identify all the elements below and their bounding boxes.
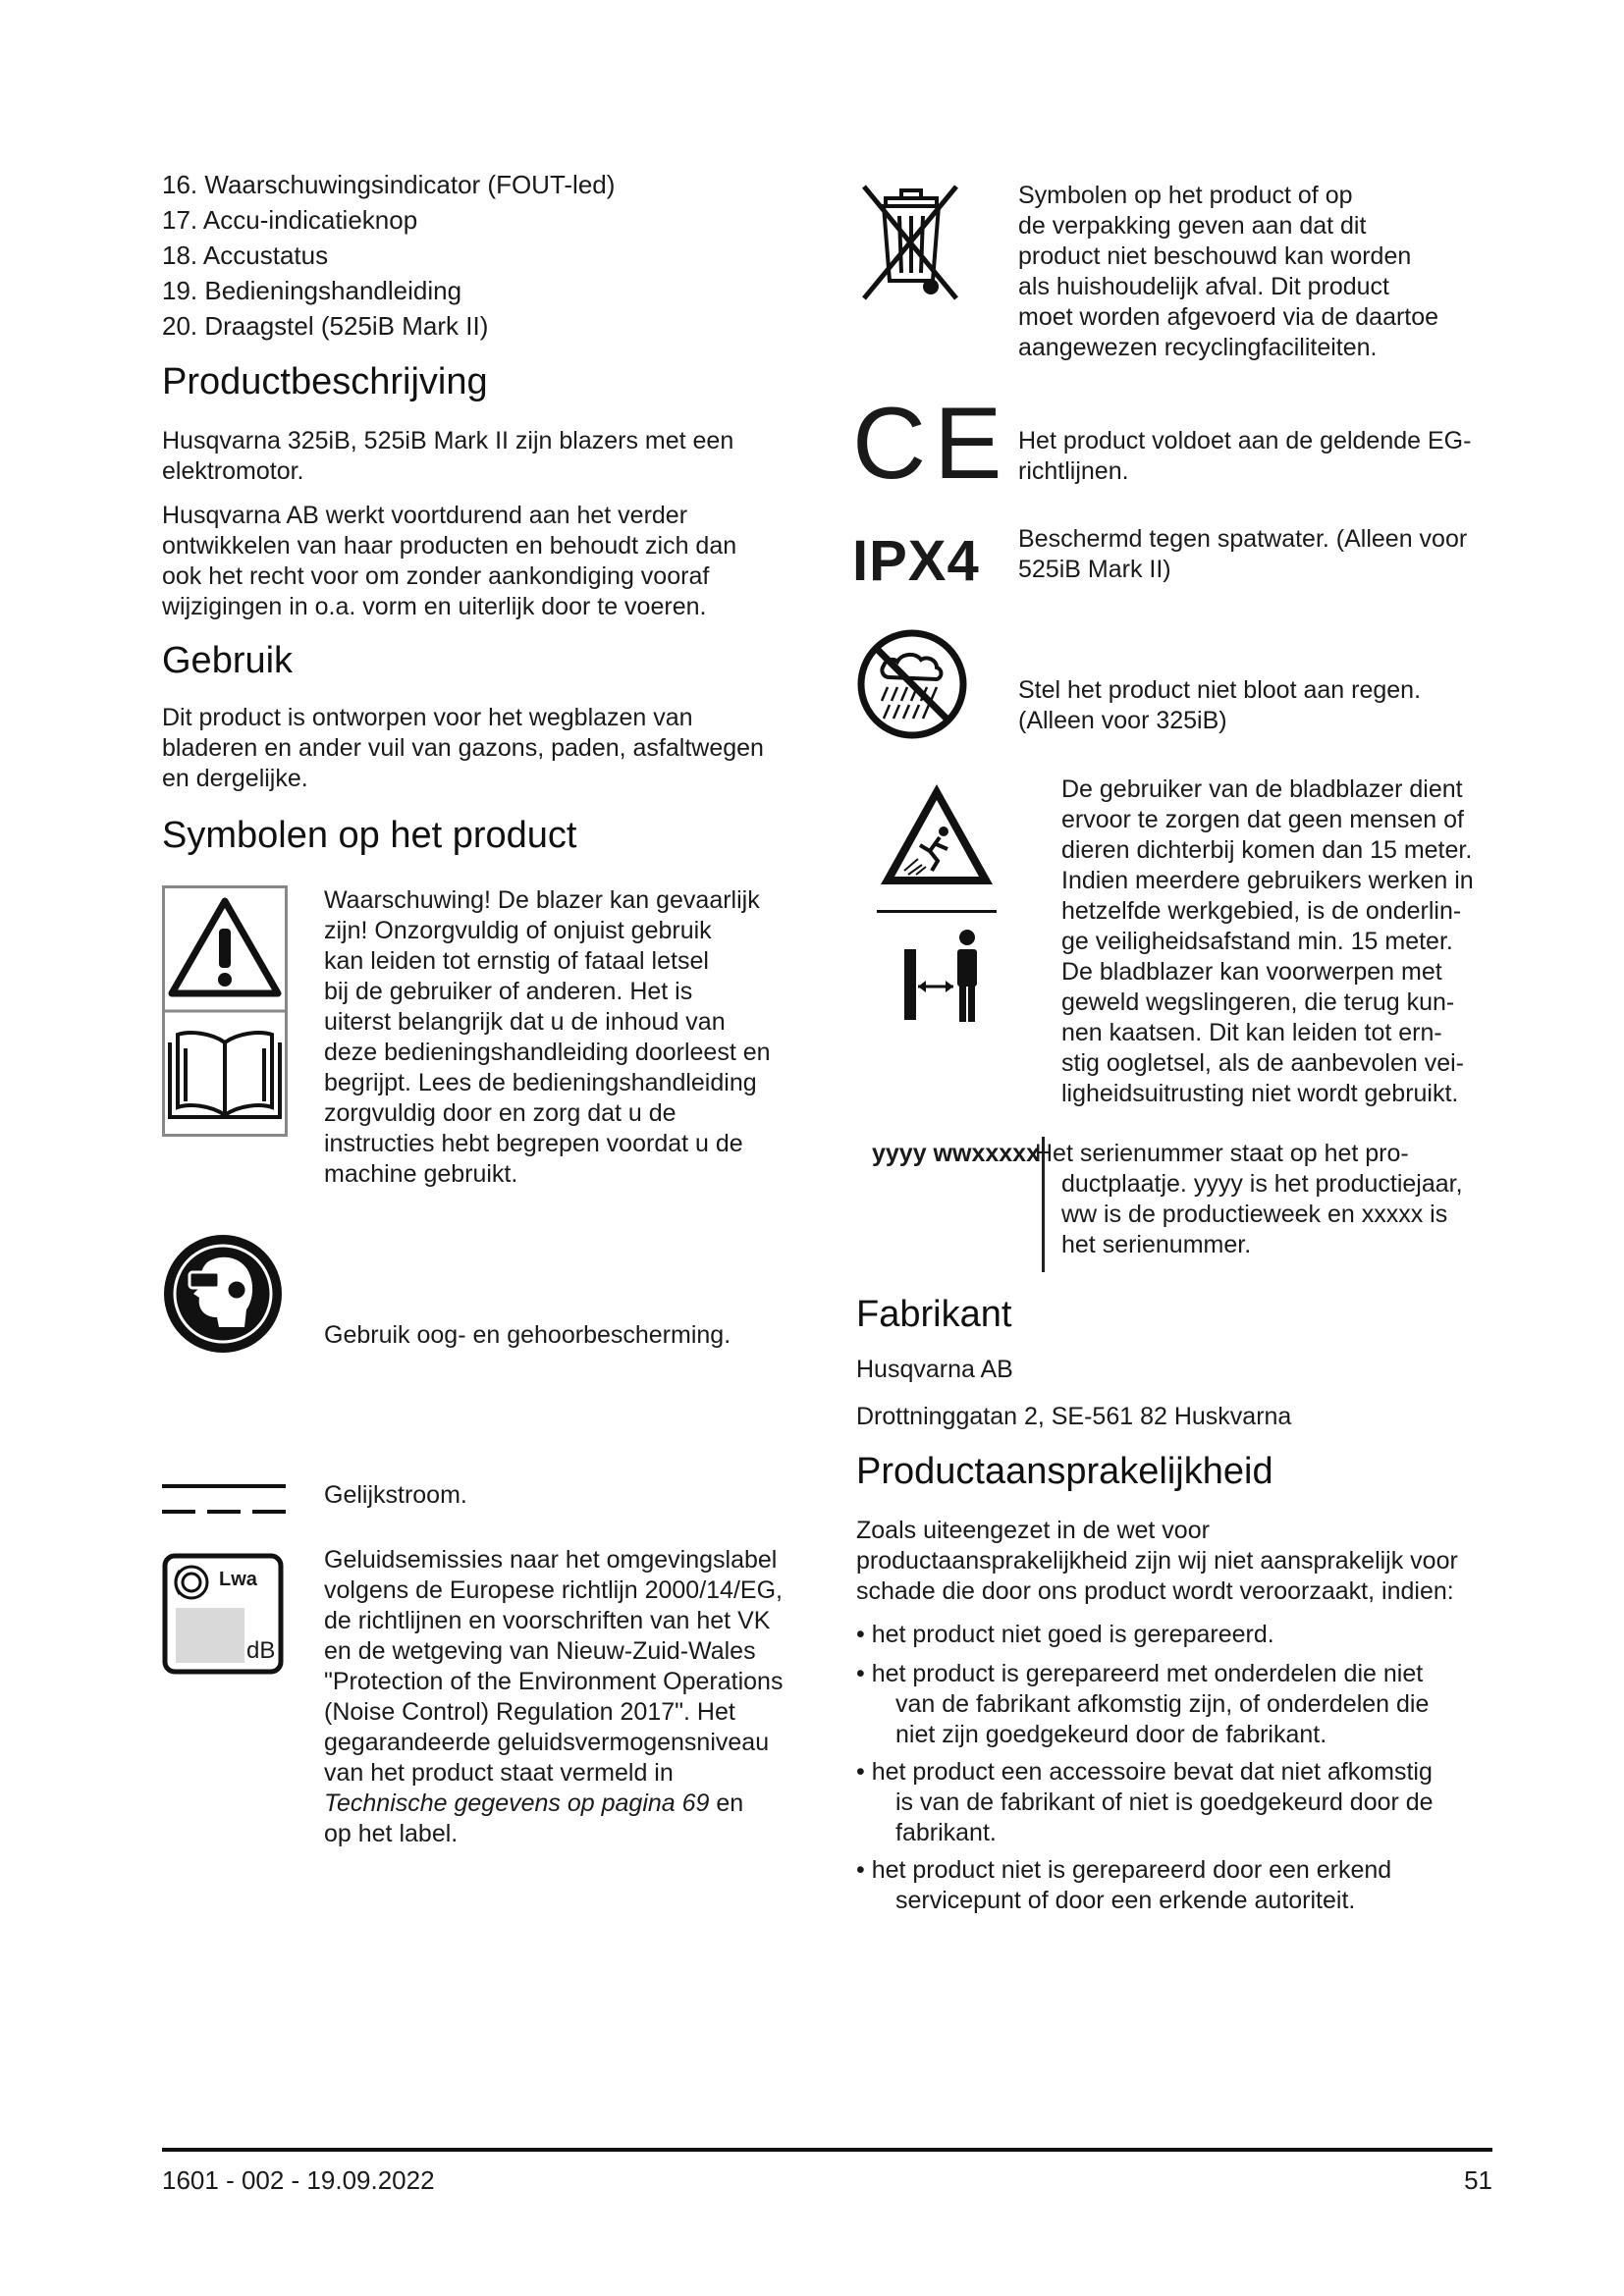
text-line: (Alleen voor 325iB) — [1018, 707, 1227, 734]
technical-data-link[interactable]: Technische gegevens op pagina 69 — [324, 1789, 710, 1817]
text-line: ge veiligheidsafstand min. 15 meter. — [1061, 928, 1453, 955]
text-line: instructies hebt begrepen voordat u de — [324, 1130, 743, 1157]
text-line: Geluidsemissies naar het omgevingslabel — [324, 1546, 778, 1574]
text-line: Indien meerdere gebruikers werken in — [1061, 867, 1474, 894]
text-line: Husqvarna AB werkt voortdurend aan het verder — [162, 502, 688, 529]
crossed-bin-icon — [856, 181, 964, 306]
text-line: gegarandeerde geluidsvermogensniveau — [324, 1729, 770, 1756]
text-line: Husqvarna 325iB, 525iB Mark II zijn blazers met een — [162, 427, 734, 454]
text-line: uiterst belangrijk dat u de inhoud van — [324, 1008, 726, 1036]
list-item: 18. Accustatus — [162, 240, 329, 270]
text-line: zorgvuldig door en zorg dat u de — [324, 1099, 677, 1127]
rain-text — [1018, 675, 1421, 736]
list-item: 17. Accu-indicatieknop — [162, 205, 418, 235]
text-line: zijn! Onzorgvuldig of onjuist gebruik — [324, 917, 712, 944]
liability-intro — [856, 1516, 1458, 1607]
text-line: richtlijnen. — [1018, 457, 1129, 485]
warning-read-manual-icon — [162, 885, 288, 1137]
ipx4-mark: IPX4 — [852, 529, 980, 593]
text-line: de richtlijnen en voorschriften van het VK — [324, 1607, 771, 1634]
text-line: "Protection of the Environment Operations — [324, 1668, 784, 1695]
text-line: bladeren en ander vuil van gazons, paden, asfaltwegen — [162, 734, 764, 762]
text-line: • het product niet goed is gerepareerd. — [856, 1621, 1274, 1648]
text-line: op het label. — [324, 1820, 459, 1847]
text-line: servicepunt of door een erkende autoriteit. — [895, 1887, 1356, 1914]
parts-list — [162, 167, 615, 344]
text-line: Dit product is ontworpen voor het wegblazen van — [162, 704, 693, 731]
ipx4-text — [1018, 524, 1467, 585]
section-heading-fabrikant: Fabrikant — [856, 1294, 1012, 1335]
text-line: moet worden afgevoerd via de daartoe — [1018, 303, 1439, 331]
text-line: nen kaatsen. Dit kan leiden tot ern- — [1061, 1019, 1442, 1046]
text-line: 525iB Mark II) — [1018, 556, 1171, 583]
text-line: de verpakking geven aan dat dit — [1018, 212, 1367, 240]
text-line — [324, 1789, 783, 1819]
list-item: 16. Waarschuwingsindicator (FOUT-led) — [162, 170, 616, 199]
ce-mark: CE — [852, 387, 1010, 501]
text-line: elektromotor. — [162, 457, 304, 485]
text-line: kan leiden tot ernstig of fataal letsel — [324, 947, 709, 975]
text-line: bij de gebruiker of anderen. Het is — [324, 978, 693, 1005]
distance-person-icon — [904, 930, 977, 1022]
text-line: ligheidsuitrusting niet wordt gebruikt. — [1061, 1080, 1459, 1107]
book-icon — [170, 1033, 280, 1117]
list-item: 20. Draagstel (525iB Mark II) — [162, 311, 489, 341]
text-line: stig oogletsel, als de aanbevolen vei- — [1061, 1049, 1464, 1077]
list-item — [856, 1620, 1274, 1650]
text-line: Beschermd tegen spatwater. (Alleen voor — [1018, 525, 1468, 553]
text-line: volgens de Europese richtlijn 2000/14/EG, — [324, 1576, 783, 1604]
warning-triangle-icon — [172, 901, 278, 993]
paragraph — [162, 501, 736, 622]
list-item — [856, 1757, 1434, 1848]
serial-code: yyyy wwxxxxx — [872, 1140, 1040, 1167]
text-line: dieren dichterbij komen dan 15 meter. — [1061, 836, 1473, 864]
text-line: De gebruiker van de bladblazer dient — [1061, 775, 1463, 803]
noise-text — [324, 1545, 783, 1849]
section-heading-symbolen: Symbolen op het product — [162, 815, 577, 856]
list-item: 19. Bedieningshandleiding — [162, 276, 462, 305]
document-number: 1601 - 002 - 19.09.2022 — [162, 2165, 435, 2195]
text-fragment: en — [709, 1789, 744, 1817]
list-item — [856, 1659, 1429, 1750]
text-line: • het product is gerepareerd met onderdelen die niet — [856, 1660, 1424, 1687]
footer-divider — [162, 2148, 1492, 2152]
dc-text: Gelijkstroom. — [324, 1481, 467, 1509]
paragraph — [162, 703, 764, 794]
section-heading-productbeschrijving: Productbeschrijving — [162, 361, 488, 402]
text-line: deze bedieningshandleiding doorleest en — [324, 1039, 771, 1066]
text-line: product niet beschouwd kan worden — [1018, 242, 1412, 270]
manufacturer-name: Husqvarna AB — [856, 1356, 1013, 1383]
text-line: en de wetgeving van Nieuw-Zuid-Wales — [324, 1637, 756, 1665]
text-line: niet zijn goedgekeurd door de fabrikant. — [895, 1721, 1327, 1748]
text-line: wijzigingen in o.a. vorm en uiterlijk door te voeren. — [162, 593, 707, 620]
text-line: ook het recht voor om zonder aankondiging vooraf — [162, 562, 710, 590]
page-number: 51 — [1464, 2165, 1492, 2195]
text-line: Het product voldoet aan de geldende EG- — [1018, 427, 1472, 454]
text-line: van het product staat vermeld in — [324, 1759, 674, 1787]
text-line: ductplaatje. yyyy is het productiejaar, — [1061, 1170, 1463, 1198]
noise-label-icon — [162, 1553, 284, 1675]
manufacturer-address: Drottninggatan 2, SE-561 82 Huskvarna — [856, 1403, 1292, 1430]
text-line: ontwikkelen van haar producten en behoudt zich dan — [162, 532, 737, 560]
no-rain-icon — [856, 628, 968, 740]
db-label: dB — [246, 1637, 276, 1664]
text-line: begrijpt. Lees de bedieningshandleiding — [324, 1069, 757, 1096]
text-line: fabrikant. — [895, 1819, 997, 1846]
protection-text: Gebruik oog- en gehoorbescherming. — [324, 1321, 731, 1349]
paragraph — [162, 426, 733, 487]
text-line: schade die door ons product wordt veroorzaakt, indien: — [856, 1577, 1454, 1605]
text-line: is van de fabrikant of niet is goedgekeurd door de — [895, 1789, 1434, 1816]
recycle-text — [1018, 181, 1438, 363]
section-heading-aansprakelijkheid: Productaansprakelijkheid — [856, 1451, 1273, 1492]
text-line: het serienummer. — [1061, 1231, 1252, 1258]
distance-text — [1061, 774, 1474, 1109]
text-line: Zoals uiteengezet in de wet voor — [856, 1517, 1210, 1544]
text-line: hetzelfde werkgebied, is de onderlin- — [1061, 897, 1462, 925]
text-line: Symbolen op het product of op — [1018, 182, 1353, 209]
text-line: ww is de productieweek en xxxxx is — [1061, 1201, 1448, 1228]
section-heading-gebruik: Gebruik — [162, 640, 294, 681]
text-line: • het product niet is gerepareerd door een erkend — [856, 1856, 1392, 1884]
text-line: en dergelijke. — [162, 765, 308, 792]
warning-text — [324, 885, 771, 1190]
serial-text — [1061, 1169, 1463, 1260]
text-line: De bladblazer kan voorwerpen met — [1061, 958, 1442, 986]
eye-ear-protection-icon — [162, 1233, 284, 1355]
text-line: (Noise Control) Regulation 2017". Het — [324, 1698, 735, 1726]
text-line: van de fabrikant afkomstig zijn, of onderdelen die — [895, 1690, 1430, 1718]
text-line: Waarschuwing! De blazer kan gevaarlijk — [324, 886, 760, 914]
text-line: machine gebruikt. — [324, 1160, 518, 1188]
text-line: geweld wegslingeren, die terug kun- — [1061, 988, 1455, 1016]
text-line: ervoor te zorgen dat geen mensen of — [1061, 806, 1464, 833]
serial-first-line: Het serienummer staat op het pro- — [1035, 1140, 1409, 1167]
list-item — [856, 1855, 1391, 1916]
text-line: productaansprakelijkheid zijn wij niet aansprakelijk voor — [856, 1547, 1458, 1575]
thrown-object-warning-icon — [881, 784, 993, 884]
direct-current-icon — [162, 1480, 286, 1520]
text-line: Stel het product niet bloot aan regen. — [1018, 676, 1422, 704]
ce-text — [1018, 426, 1471, 487]
text-line: • het product een accessoire bevat dat niet afkomstig — [856, 1758, 1433, 1786]
text-line: aangewezen recyclingfaciliteiten. — [1018, 334, 1378, 361]
lwa-label: Lwa — [219, 1569, 257, 1590]
text-line: als huishoudelijk afval. Dit product — [1018, 273, 1389, 300]
safety-distance-icon — [877, 780, 997, 1045]
